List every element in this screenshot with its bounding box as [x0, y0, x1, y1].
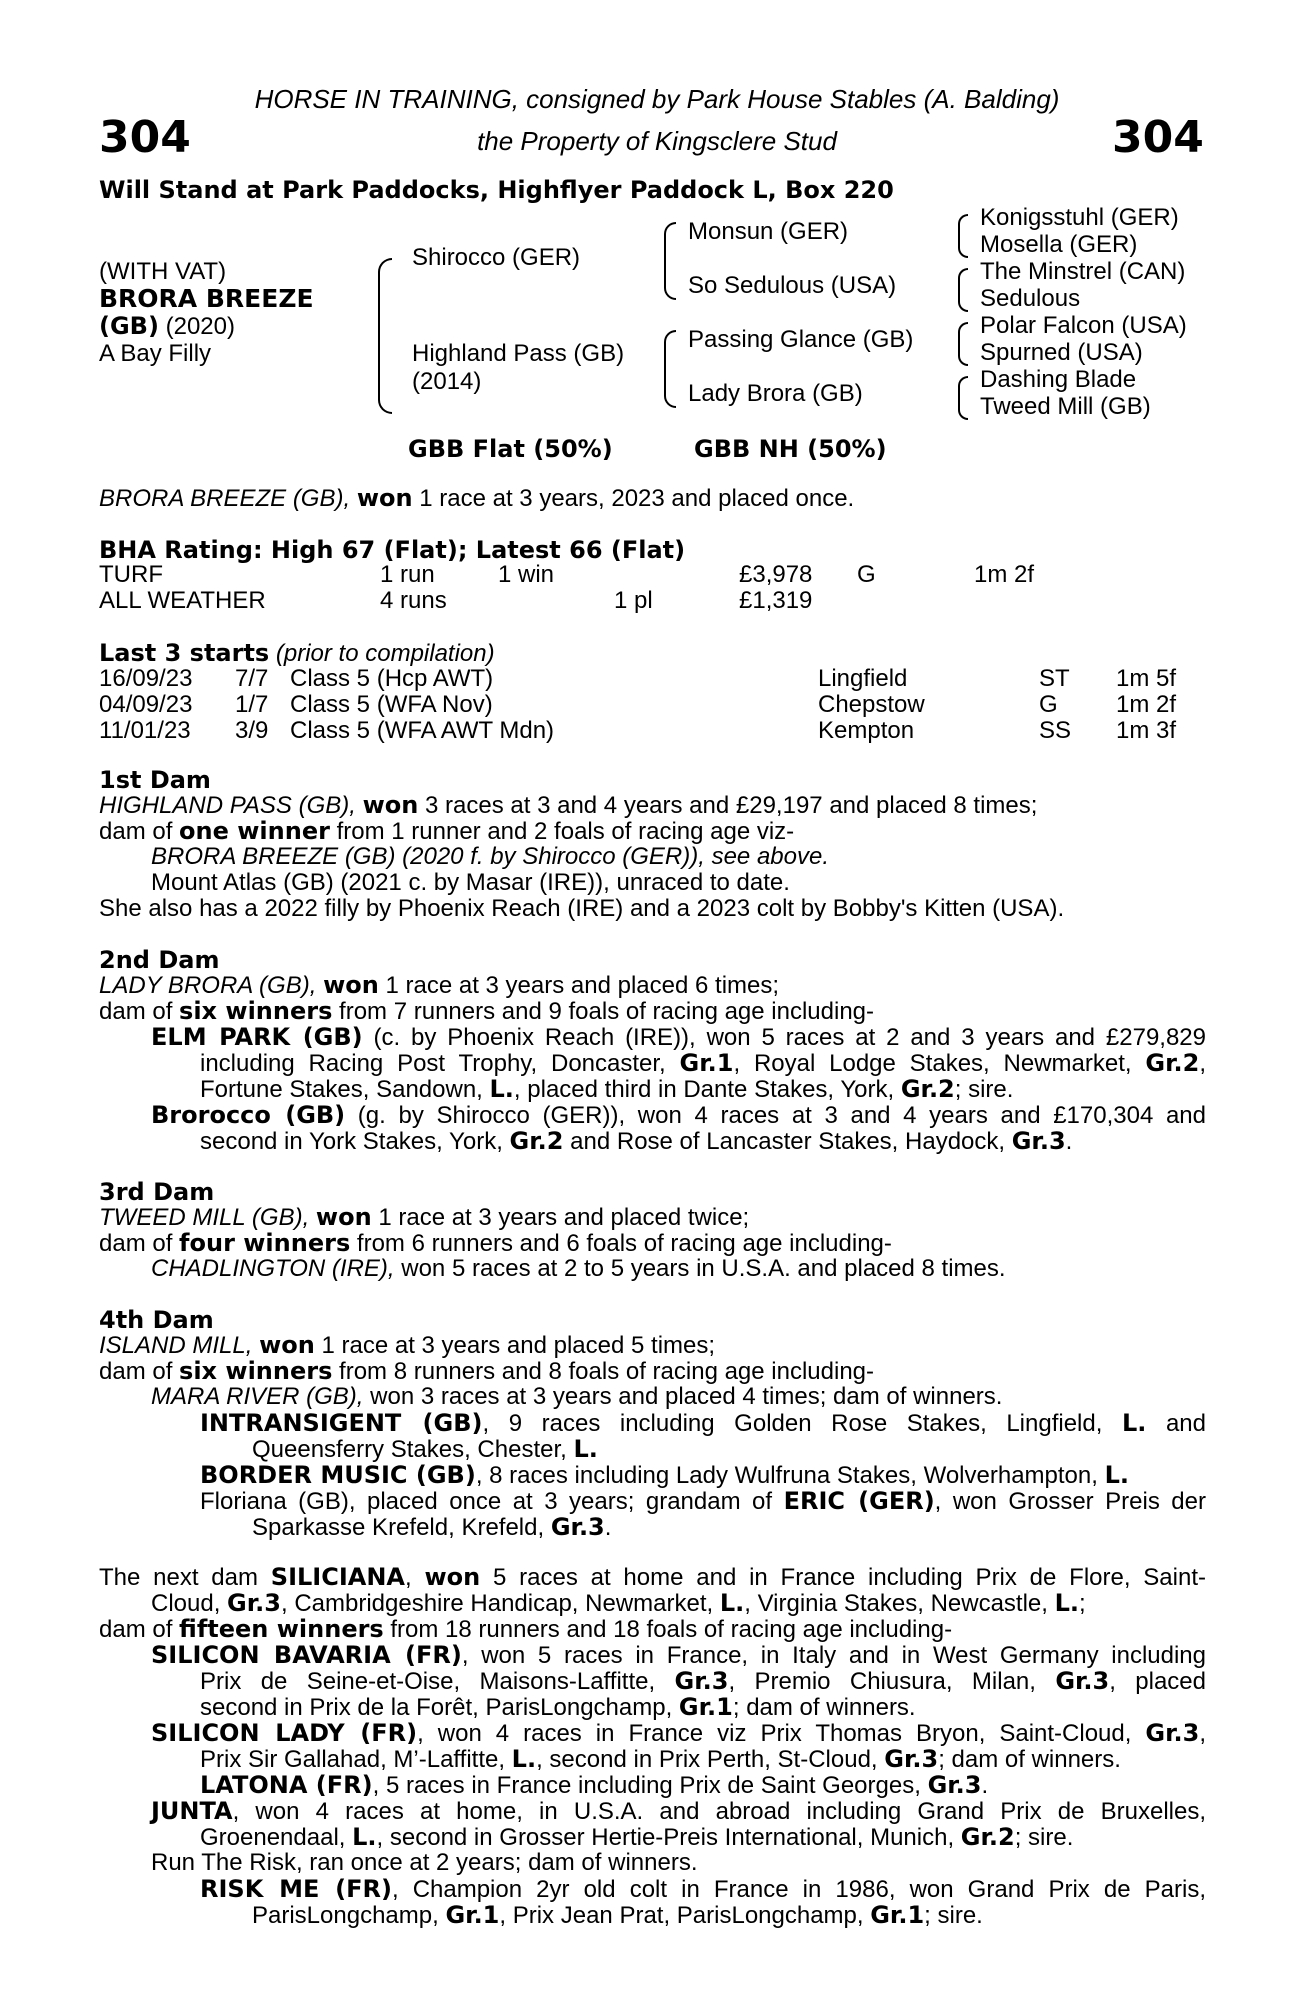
text: , 9 races including Golden Rose Stakes, Lingfield,	[482, 1410, 1122, 1437]
text: won 3 races at 3 years and placed 4 times; dam of winners.	[363, 1383, 1003, 1410]
grade: Gr.3	[884, 1745, 939, 1773]
risk-me-line2	[252, 1902, 983, 1929]
text: dam of	[99, 1616, 180, 1643]
pedigree-dam-year: (2014)	[412, 368, 482, 395]
consignor-line: HORSE IN TRAINING, consigned by Park House Stables (A. Balding)	[254, 84, 1060, 114]
text: 1 race at 3 years and placed 5 times;	[314, 1332, 716, 1359]
start-going: ST	[1039, 665, 1070, 692]
text: , second in Prix Perth, St-Cloud,	[536, 1746, 885, 1773]
horse-name: BRORA BREEZE	[99, 284, 314, 313]
start-course: Chepstow	[818, 691, 925, 718]
winner-name: INTRANSIGENT (GB)	[200, 1409, 483, 1437]
dam4-floriana-line1	[200, 1488, 1206, 1515]
rating-row-turf	[99, 562, 1199, 588]
start-dist: 1m 5f	[1116, 665, 1177, 692]
text: from 6 runners and 6 foals of racing age including-	[350, 1230, 892, 1257]
start-going: SS	[1039, 717, 1072, 744]
rating-title: BHA Rating: High 67 (Flat); Latest 66 (Flat)	[99, 536, 686, 564]
text: , 8 races including Lady Wulfruna Stakes, Wolverhampton,	[475, 1462, 1105, 1489]
pedigree-brace-g3-2	[958, 268, 968, 312]
next-line1	[99, 1564, 1206, 1591]
pedigree-brace-g3-4	[958, 376, 968, 420]
start-race: Class 5 (WFA Nov)	[290, 691, 493, 718]
grade: Gr.2	[900, 1075, 955, 1103]
dam3-line2	[99, 1230, 892, 1257]
winner-name: RISK ME (FR)	[200, 1875, 392, 1903]
pedigree-g3-1: Konigsstuhl (GER)	[980, 204, 1179, 231]
dam1-name: HIGHLAND PASS (GB),	[99, 792, 356, 819]
text: 5 races at home and in France including Prix de Flore, Saint-	[480, 1564, 1206, 1591]
next-line2	[151, 1590, 1086, 1617]
start-course: Lingfield	[818, 665, 908, 692]
text: , won 4 races in France viz Prix Thomas Bryon, Saint-Cloud,	[417, 1720, 1146, 1747]
dam4-title: 4th Dam	[99, 1306, 214, 1334]
text: (g. by Shirocco (GER)), won 4 races at 3 and 4 years and £170,304 and	[345, 1102, 1207, 1129]
dam4-intransigent-line2	[252, 1436, 598, 1463]
text: ; sire.	[954, 1076, 1014, 1103]
dam1-line5: She also has a 2022 filly by Phoenix Reach (IRE) and a 2023 colt by Bobby's Kitten (USA).	[99, 895, 1065, 922]
winner-name: LATONA (FR)	[200, 1771, 373, 1799]
grade: Gr.3	[674, 1667, 729, 1695]
dam2-elm-line1	[151, 1024, 1206, 1051]
pedigree-dam: Highland Pass (GB)	[412, 340, 625, 367]
text: , placed third in Dante Stakes, York,	[513, 1076, 901, 1103]
dam4-floriana-line2	[252, 1514, 611, 1541]
start-date: 04/09/23	[99, 691, 193, 718]
dam4-border-music-line	[200, 1462, 1129, 1489]
summary-horse: BRORA BREEZE (GB),	[99, 485, 351, 512]
won-label: won	[323, 971, 379, 999]
rating-money: £3,978	[739, 561, 813, 588]
text: including Racing Post Trophy, Doncaster,	[200, 1050, 680, 1077]
lot-number-right: 304	[1112, 112, 1204, 163]
runner-name: CHADLINGTON (IRE),	[151, 1255, 395, 1282]
grade: Gr.1	[870, 1901, 925, 1929]
dam2-brorocco-line2	[200, 1128, 1072, 1155]
grade: L.	[489, 1075, 514, 1103]
grade: Gr.2	[509, 1127, 564, 1155]
pedigree-sire-sire: Monsun (GER)	[688, 218, 849, 245]
text: , placed	[1109, 1668, 1206, 1695]
text: ; sire.	[924, 1902, 983, 1929]
start-position: 3/9	[235, 717, 269, 744]
grade: L.	[352, 1823, 377, 1851]
start-dist: 1m 3f	[1116, 717, 1177, 744]
horse-country: (GB)	[99, 312, 159, 340]
text: .	[981, 1772, 989, 1799]
pedigree-brace-sire	[664, 222, 676, 300]
winner-name: Brorocco (GB)	[151, 1101, 346, 1129]
text: , Virginia Stakes, Newcastle,	[744, 1590, 1055, 1617]
gbb-flat: GBB Flat (50%)	[408, 435, 613, 463]
silicon-bavaria-line2	[200, 1668, 1206, 1695]
won-label: won	[315, 1203, 372, 1231]
text: Prix Sir Gallahad, M’-Laffitte,	[200, 1746, 512, 1773]
grade: Gr.3	[927, 1771, 982, 1799]
text: Prix de Seine-et-Oise, Maisons-Laffitte,	[200, 1668, 675, 1695]
text: , won 4 races at home, in U.S.A. and abroad including Grand Prix de Bruxelles,	[232, 1798, 1206, 1825]
horse-year: (2020)	[165, 313, 235, 340]
dam2-line1	[99, 972, 779, 999]
pedigree-sire-dam: So Sedulous (USA)	[688, 272, 897, 299]
next-line3	[99, 1616, 952, 1643]
stand-location: Will Stand at Park Paddocks, Highflyer Paddock L, Box 220	[99, 176, 894, 204]
last-starts-subtitle: (prior to compilation)	[275, 640, 495, 667]
won-label: won	[259, 1331, 315, 1359]
silicon-lady-line2	[200, 1746, 1121, 1773]
pedigree-brace-dam	[664, 330, 676, 408]
dam1-line4: Mount Atlas (GB) (2021 c. by Masar (IRE)), unraced to date.	[151, 869, 790, 896]
grade: L.	[573, 1435, 598, 1463]
lot-number-left: 304	[99, 112, 191, 163]
grade: Gr.1	[679, 1049, 734, 1077]
pedigree-dam-dam: Lady Brora (GB)	[688, 380, 863, 407]
text: Sparkasse Krefeld, Krefeld,	[252, 1514, 551, 1541]
text: ,	[1199, 1720, 1207, 1747]
text: from 18 runners and 18 foals of racing age including-	[383, 1616, 953, 1643]
race-summary	[99, 485, 854, 512]
dam1-line1	[99, 792, 1037, 819]
pedigree-g3-4: Sedulous	[980, 285, 1081, 312]
text: 1 race at 3 years and placed twice;	[371, 1204, 750, 1231]
silicon-bavaria-line1	[151, 1642, 1206, 1669]
winner-name: ERIC (GER)	[783, 1487, 935, 1515]
rating-runs: 4 runs	[380, 587, 447, 614]
pedigree-g3-3: The Minstrel (CAN)	[980, 258, 1186, 285]
grade: Gr.3	[550, 1513, 605, 1541]
text: .	[604, 1514, 612, 1541]
start-race: Class 5 (WFA AWT Mdn)	[290, 717, 555, 744]
text: , 5 races in France including Prix de Saint Georges,	[372, 1772, 928, 1799]
grade: Gr.3	[1055, 1667, 1110, 1695]
dam4-intransigent-line1	[200, 1410, 1206, 1437]
dam3-line1	[99, 1204, 749, 1231]
dam3-title: 3rd Dam	[99, 1178, 215, 1206]
pedigree-sire: Shirocco (GER)	[412, 244, 581, 271]
winner-name: SILICON BAVARIA (FR)	[151, 1641, 462, 1669]
grade: Gr.2	[1145, 1049, 1200, 1077]
start-dist: 1m 2f	[1116, 691, 1177, 718]
text: ;	[1079, 1590, 1086, 1617]
start-date: 16/09/23	[99, 665, 193, 692]
start-race: Class 5 (Hcp AWT)	[290, 665, 494, 692]
text: dam of	[99, 818, 180, 845]
text: , Cambridgeshire Handicap, Newmarket,	[280, 1590, 720, 1617]
text: , won Grosser Preis der	[934, 1488, 1206, 1515]
silicon-bavaria-line3	[200, 1694, 916, 1721]
text: ,	[1199, 1050, 1206, 1077]
pedigree-brace-g3-3	[958, 322, 968, 366]
rating-placed: 1 pl	[614, 587, 653, 614]
text: The next dam	[99, 1564, 271, 1591]
grade: L.	[1104, 1461, 1130, 1489]
text: ,	[405, 1564, 425, 1591]
pedigree-dam-sire: Passing Glance (GB)	[688, 326, 914, 353]
winners-count: six winners	[179, 1357, 333, 1385]
pedigree-g3-2: Mosella (GER)	[980, 231, 1138, 258]
text: and Rose of Lancaster Stakes, Haydock,	[563, 1128, 1012, 1155]
text: , Premio Chiusura, Milan,	[728, 1668, 1056, 1695]
risk-me-line1	[200, 1876, 1206, 1903]
rating-surface: TURF	[99, 561, 163, 588]
dam4-mara-line	[151, 1384, 1002, 1410]
text: dam of	[99, 1230, 180, 1257]
gbb-nh: GBB NH (50%)	[694, 435, 887, 463]
text: won 5 races at 2 to 5 years in U.S.A. and placed 8 times.	[394, 1255, 1006, 1282]
dam2-line2	[99, 998, 874, 1025]
horse-description: A Bay Filly	[99, 340, 212, 367]
start-course: Kempton	[818, 717, 915, 744]
text: ParisLongchamp,	[252, 1902, 446, 1929]
dam1-line3: BRORA BREEZE (GB) (2020 f. by Shirocco (GER)), see above.	[151, 843, 829, 870]
text: .	[1065, 1128, 1073, 1155]
grade: L.	[1054, 1589, 1080, 1617]
text: , Champion 2yr old colt in France in 1986, won Grand Prix de Paris,	[391, 1876, 1207, 1903]
horse-origin-year	[99, 312, 235, 341]
run-the-risk-line: Run The Risk, ran once at 2 years; dam of winners.	[151, 1849, 698, 1876]
summary-rest: 1 race at 3 years, 2023 and placed once.	[412, 485, 855, 512]
text: Floriana (GB), placed once at 3 years; grandam of	[200, 1488, 784, 1515]
pedigree-g3-7: Dashing Blade	[980, 366, 1137, 393]
won-label: won	[362, 791, 419, 819]
dam2-elm-line3	[200, 1076, 1013, 1103]
winners-count: four winners	[179, 1229, 351, 1257]
dam2-name: LADY BRORA (GB),	[99, 972, 317, 999]
pedigree-g3-6: Spurned (USA)	[980, 339, 1143, 366]
grade: Gr.1	[445, 1901, 500, 1929]
grade: L.	[1121, 1409, 1147, 1437]
latona-line	[200, 1772, 988, 1799]
text: 1 race at 3 years and placed 6 times;	[378, 972, 780, 999]
runner-name: MARA RIVER (GB),	[151, 1383, 364, 1410]
start-position: 1/7	[235, 691, 269, 718]
silicon-lady-line1	[151, 1720, 1206, 1747]
dam2-elm-line2	[200, 1050, 1206, 1077]
text: from 7 runners and 9 foals of racing age including-	[332, 998, 875, 1025]
text: Queensferry Stakes, Chester,	[252, 1436, 574, 1463]
dam-name: SILICIANA	[270, 1563, 405, 1591]
pedigree-g3-8: Tweed Mill (GB)	[980, 393, 1151, 420]
text: and	[1146, 1410, 1206, 1437]
summary-won: won	[356, 484, 413, 512]
rating-surface: ALL WEATHER	[99, 587, 266, 614]
won-label: won	[424, 1563, 481, 1591]
winner-name: JUNTA	[151, 1797, 233, 1825]
winners-count: fifteen winners	[179, 1615, 384, 1643]
dam3-line3	[151, 1256, 1006, 1282]
dam2-brorocco-line1	[151, 1102, 1206, 1129]
dam4-line2	[99, 1358, 874, 1385]
dam1-title: 1st Dam	[99, 766, 211, 794]
text: , Prix Jean Prat, ParisLongchamp,	[499, 1902, 871, 1929]
text: from 1 runner and 2 foals of racing age viz-	[329, 818, 795, 845]
grade: Gr.2	[960, 1823, 1015, 1851]
grade: Gr.3	[227, 1589, 281, 1617]
start-row	[99, 666, 1199, 692]
start-row	[99, 692, 1199, 718]
last-starts-heading	[99, 640, 495, 667]
rating-dist: 1m 2f	[974, 561, 1035, 588]
property-line: the Property of Kingsclere Stud	[477, 126, 837, 156]
text: second in Prix de la Forêt, ParisLongchamp,	[200, 1694, 679, 1721]
text: dam of	[99, 998, 180, 1025]
text: 3 races at 3 and 4 years and £29,197 and placed 8 times;	[418, 792, 1038, 819]
start-going: G	[1039, 691, 1058, 718]
text: ; sire.	[1014, 1824, 1074, 1851]
text: ; dam of winners.	[732, 1694, 916, 1721]
start-row	[99, 718, 1199, 744]
last-starts-title: Last 3 starts	[99, 639, 270, 667]
dam3-name: TWEED MILL (GB),	[99, 1204, 310, 1231]
text: ; dam of winners.	[938, 1746, 1121, 1773]
pedigree-brace-gen1	[378, 258, 392, 414]
rating-going: G	[857, 561, 876, 588]
rating-money: £1,319	[739, 587, 813, 614]
start-date: 11/01/23	[99, 717, 191, 744]
pedigree-g3-5: Polar Falcon (USA)	[980, 312, 1187, 339]
text: Cloud,	[151, 1590, 228, 1617]
dam1-line2	[99, 818, 794, 845]
dam2-title: 2nd Dam	[99, 946, 220, 974]
rating-row-aw	[99, 588, 1199, 614]
pedigree-brace-g3-1	[958, 214, 968, 258]
grade: Gr.1	[678, 1693, 733, 1721]
text: Groenendaal,	[200, 1824, 353, 1851]
grade: Gr.3	[1011, 1127, 1066, 1155]
grade: Gr.3	[1145, 1719, 1200, 1747]
text: , Royal Lodge Stakes, Newmarket,	[733, 1050, 1146, 1077]
text: second in York Stakes, York,	[200, 1128, 510, 1155]
text: (c. by Phoenix Reach (IRE)), won 5 races at 2 and 3 years and £279,829	[362, 1024, 1206, 1051]
rating-wins: 1 win	[498, 561, 555, 588]
winners-count: one winner	[179, 817, 330, 845]
dam4-line1	[99, 1332, 715, 1359]
junta-line2	[200, 1824, 1073, 1851]
text: , second in Grosser Hertie-Preis International, Munich,	[376, 1824, 961, 1851]
vat-label: (WITH VAT)	[99, 258, 227, 285]
rating-runs: 1 run	[380, 561, 435, 588]
text: , won 5 races in France, in Italy and in West Germany including	[461, 1642, 1206, 1669]
grade: L.	[511, 1745, 537, 1773]
junta-line1	[151, 1798, 1206, 1825]
grade: L.	[719, 1589, 745, 1617]
winners-count: six winners	[179, 997, 333, 1025]
text: dam of	[99, 1358, 180, 1385]
start-position: 7/7	[235, 665, 269, 692]
dam4-name: ISLAND MILL,	[99, 1332, 253, 1359]
winner-name: BORDER MUSIC (GB)	[200, 1461, 476, 1489]
text: Fortune Stakes, Sandown,	[200, 1076, 490, 1103]
winner-name: SILICON LADY (FR)	[151, 1719, 418, 1747]
winner-name: ELM PARK (GB)	[151, 1023, 363, 1051]
text: from 8 runners and 8 foals of racing age including-	[332, 1358, 875, 1385]
